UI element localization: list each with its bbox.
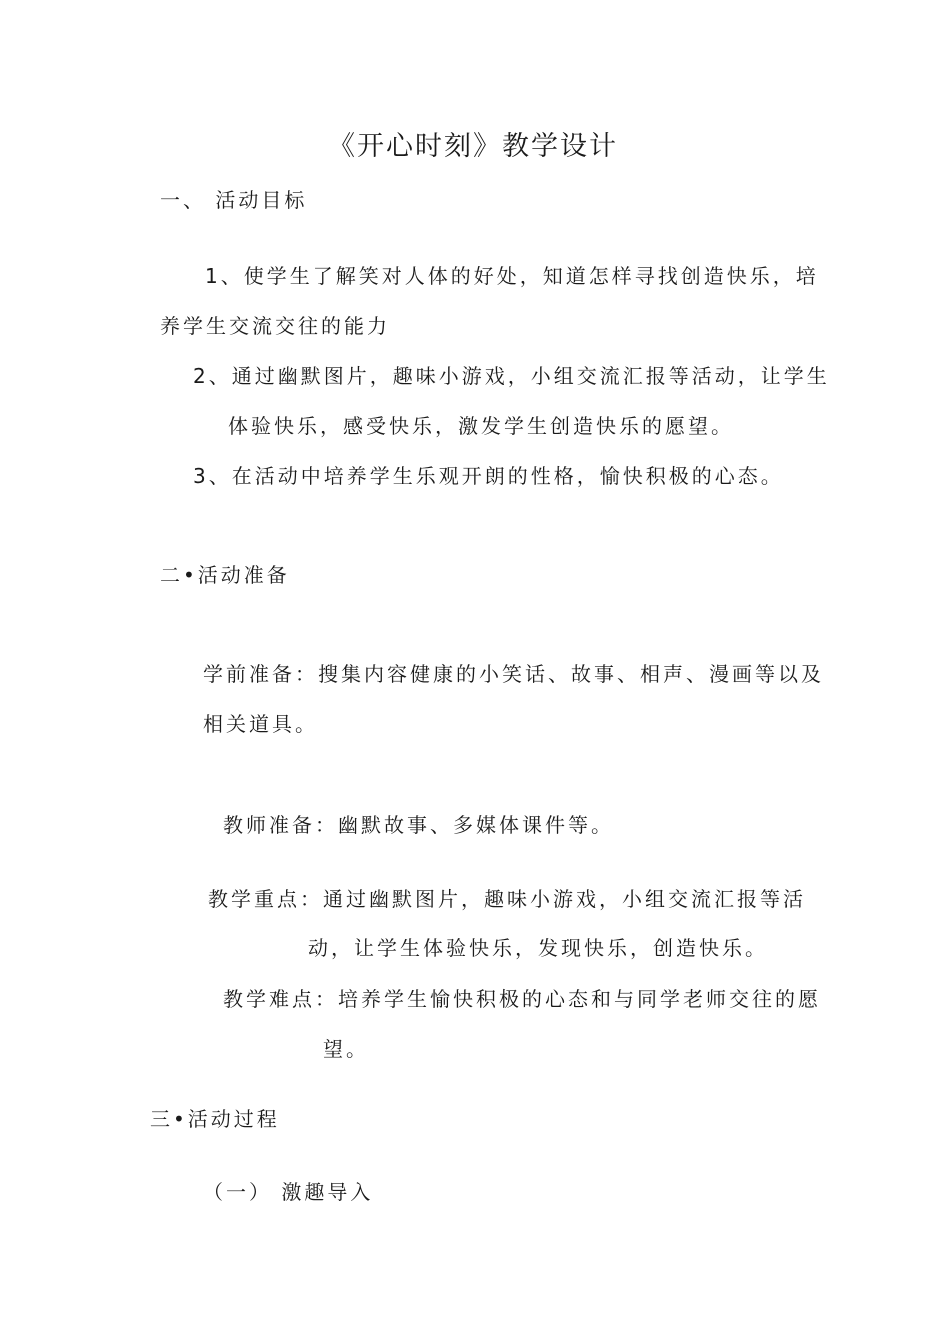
goal-item-1-line-1: 1、使学生了解笑对人体的好处，知道怎样寻找创造快乐，培 xyxy=(205,264,819,288)
key-point-line-2: 动，让学生体验快乐，发现快乐，创造快乐。 xyxy=(308,936,768,960)
process-subheading-1: （一） 激趣导入 xyxy=(203,1180,374,1204)
goal-item-3: 3、在活动中培养学生乐观开朗的性格，愉快积极的心态。 xyxy=(193,464,784,488)
document-title: 《开心时刻》教学设计 xyxy=(328,131,618,162)
teacher-prep: 教师准备：幽默故事、多媒体课件等。 xyxy=(223,813,614,837)
section-heading-process: 三•活动过程 xyxy=(150,1107,280,1131)
goal-item-2-line-1: 2、通过幽默图片，趣味小游戏，小组交流汇报等活动，让学生 xyxy=(193,364,830,388)
section-heading-preparation: 二•活动准备 xyxy=(160,563,290,587)
key-point-line-1: 教学重点：通过幽默图片，趣味小游戏，小组交流汇报等活 xyxy=(208,887,806,911)
student-prep-line-1: 学前准备：搜集内容健康的小笑话、故事、相声、漫画等以及 xyxy=(203,662,824,686)
student-prep-line-2: 相关道具。 xyxy=(203,712,318,736)
section-heading-goals: 一、 活动目标 xyxy=(160,188,308,212)
goal-item-1-line-2: 养学生交流交往的能力 xyxy=(160,314,390,338)
difficulty-line-2: 望。 xyxy=(323,1037,369,1061)
goal-item-2-line-2: 体验快乐，感受快乐，激发学生创造快乐的愿望。 xyxy=(228,414,734,438)
difficulty-line-1: 教学难点：培养学生愉快积极的心态和与同学老师交往的愿 xyxy=(223,987,821,1011)
